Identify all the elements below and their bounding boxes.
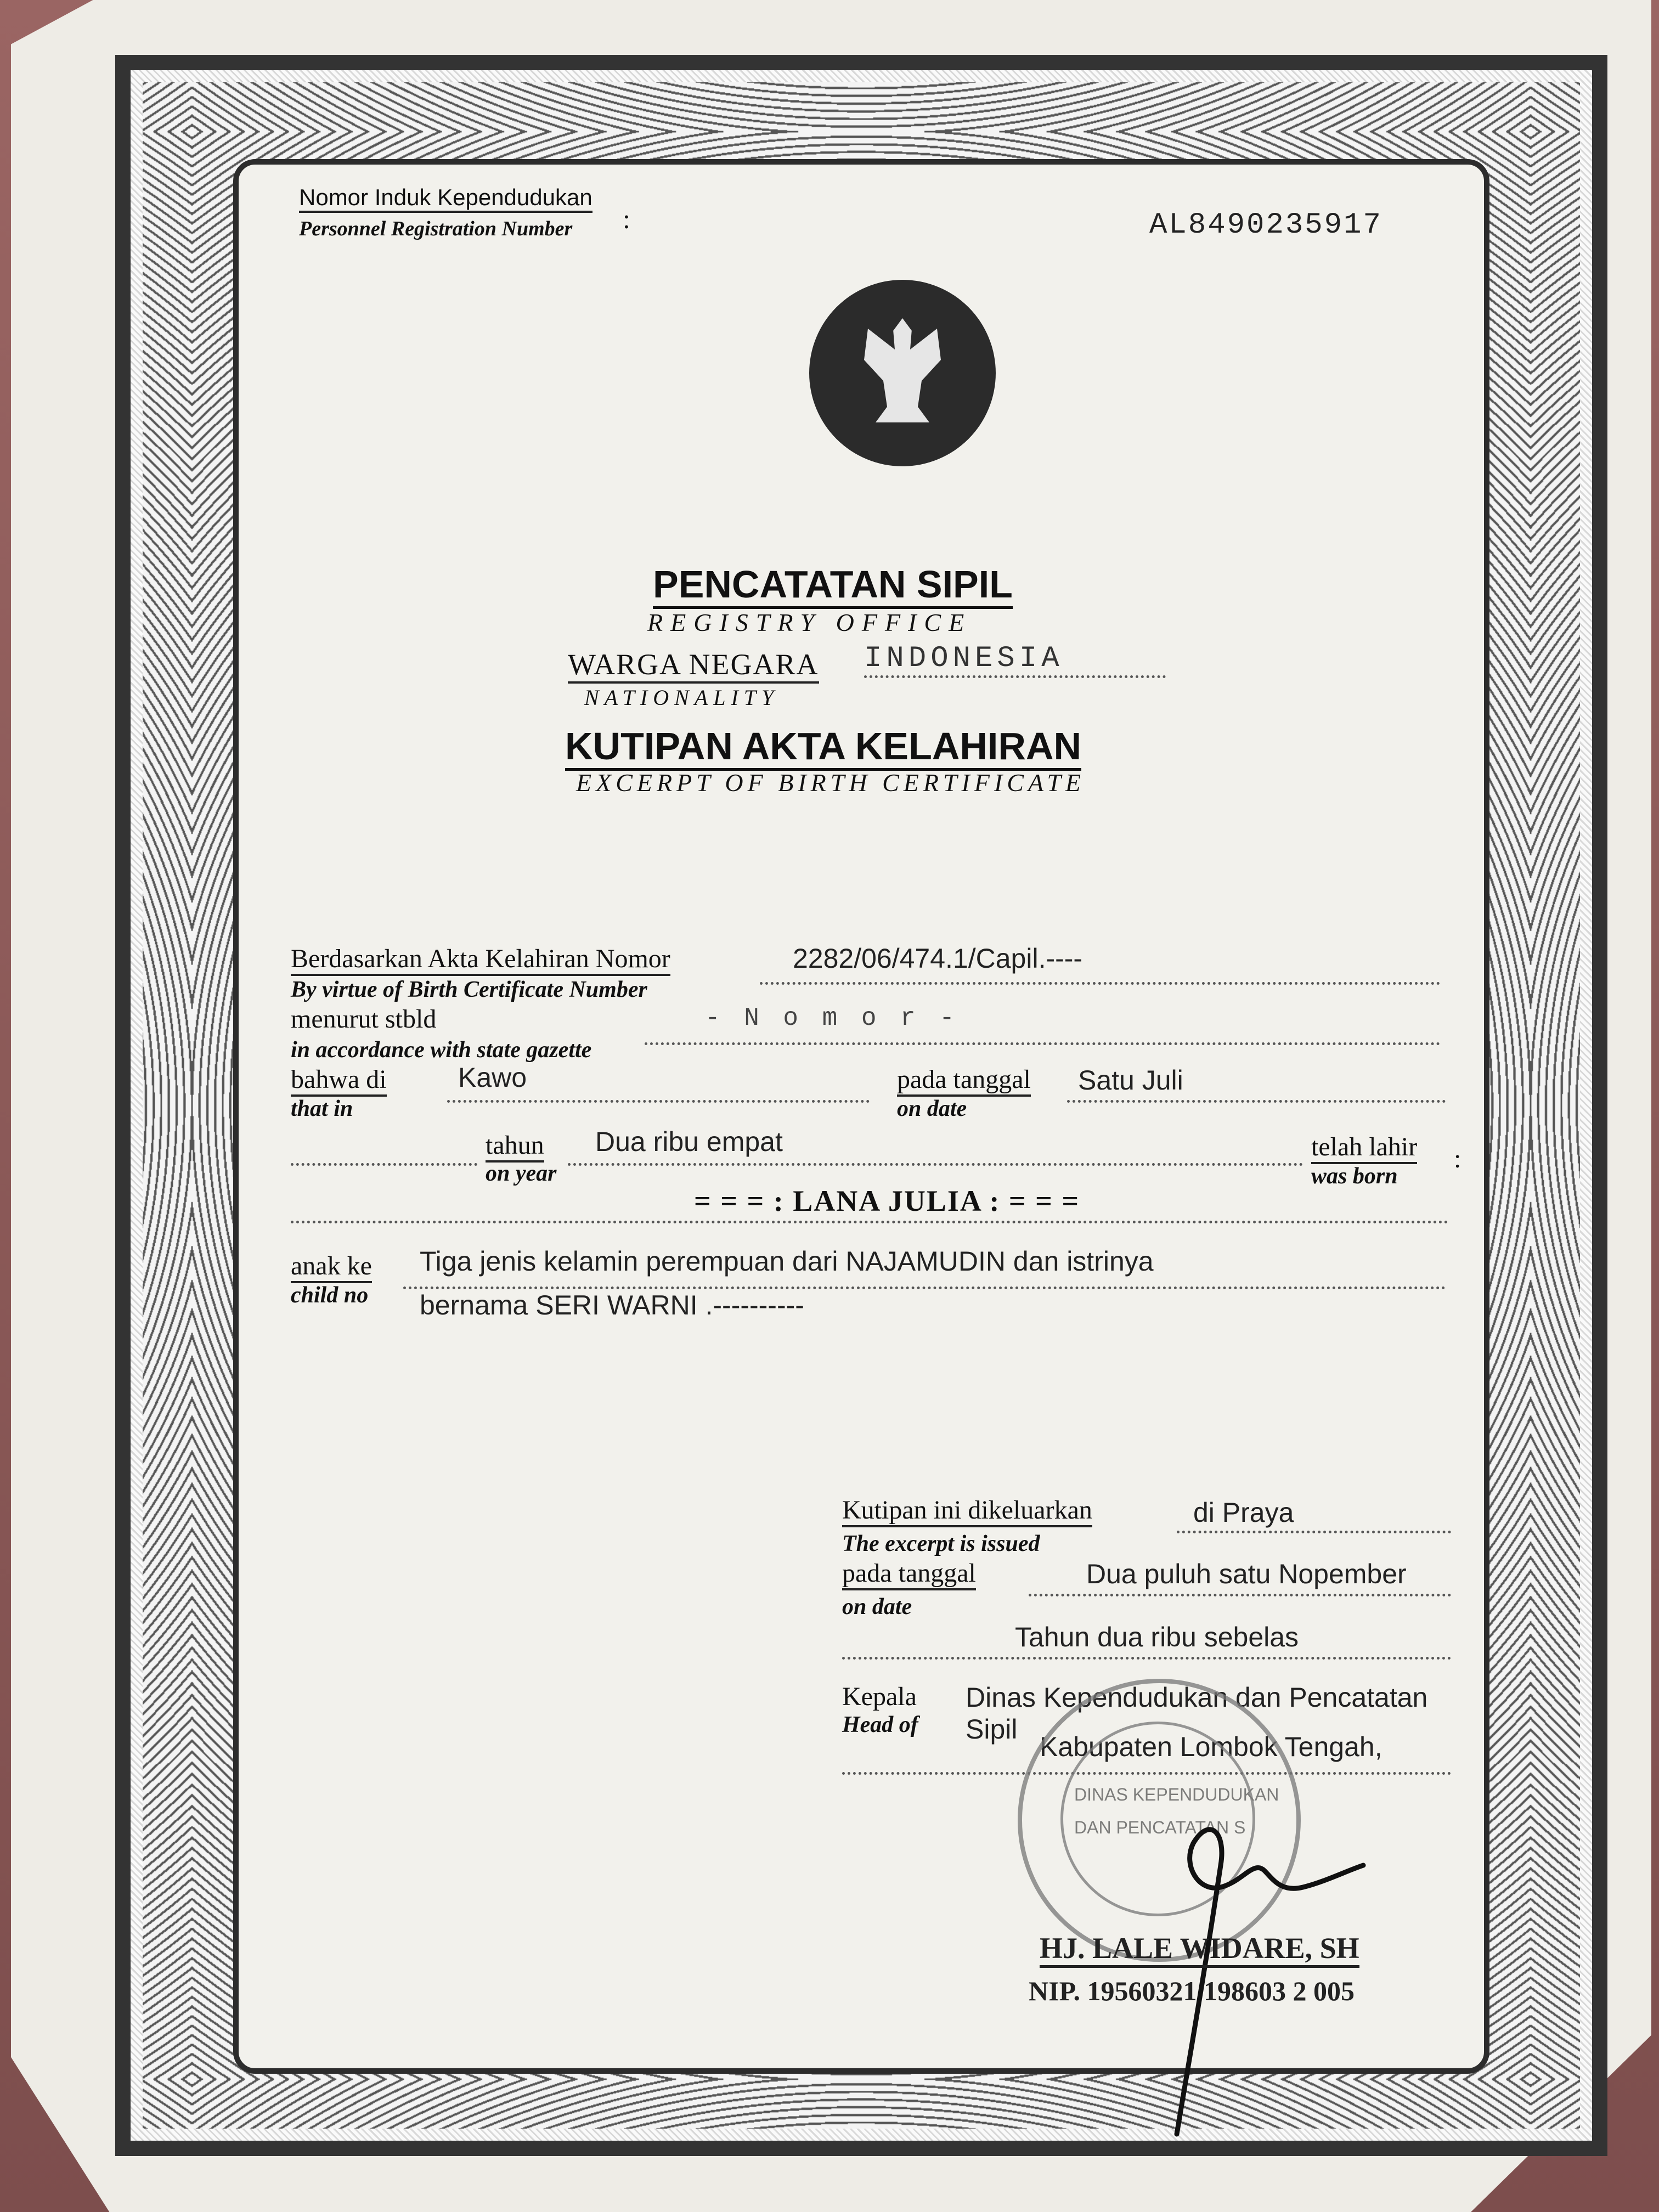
head-of-label: Kepala [842,1682,917,1711]
birth-year-label: tahun [486,1130,544,1163]
birth-date-line [1067,1100,1446,1103]
place-value: Kawo [458,1062,527,1093]
birth-year-line [568,1163,1303,1166]
birth-date-value: Satu Juli [1078,1065,1183,1096]
stamp-text-line1: DINAS KEPENDUDUKAN [1074,1785,1279,1804]
issue-date-value: Dua puluh satu Nopember [1086,1559,1407,1589]
nationality-value: INDONESIA [864,642,1166,678]
issue-date-label: pada tanggal [842,1558,976,1590]
mother-name-value: bernama SERI WARNI .---------- [420,1290,804,1321]
child-no-label-en: child no [291,1283,369,1308]
was-born-label: telah lahir [1311,1132,1417,1164]
official-name: HJ. LALE WIDARE, SH [1040,1931,1359,1968]
document-title-en: EXCERPT OF BIRTH CERTIFICATE [576,769,1086,797]
nationality-label-en: NATIONALITY [584,685,780,710]
head-of-label-en: Head of [842,1712,918,1737]
nik-label-en: Personnel Registration Number [299,217,573,240]
head-of-value: Dinas Kependudukan dan Pencatatan Sipil [966,1682,1428,1745]
child-name-line [291,1221,1448,1223]
cert-number-label-en: By virtue of Birth Certificate Number [291,977,647,1002]
nik-label: Nomor Induk Kependudukan [299,184,592,213]
issue-year-value: Tahun dua ribu sebelas [1015,1622,1299,1652]
stbld-value: - N o m o r - [705,1004,959,1032]
nationality-label: WARGA NEGARA [568,647,819,684]
issue-year-line [842,1657,1451,1660]
office-title: PENCATATAN SIPIL [653,562,1013,609]
nik-colon: : [623,204,630,234]
document-title: KUTIPAN AKTA KELAHIRAN [565,724,1081,771]
stamp-text-line2: DAN PENCATATAN S [1074,1818,1246,1837]
issued-place-value: di Praya [1193,1497,1294,1528]
child-no-value: Tiga jenis kelamin perempuan dari NAJAMUDIN dan istrinya [420,1246,1154,1277]
stbld-line [645,1042,1440,1045]
place-label: bahwa di [291,1064,387,1097]
cert-number-label: Berdasarkan Akta Kelahiran Nomor [291,944,670,976]
issued-place-line [1177,1531,1451,1533]
issue-date-label-en: on date [842,1594,912,1620]
office-title-en: REGISTRY OFFICE [647,608,972,636]
place-label-en: that in [291,1096,353,1121]
nik-value: AL8490235917 [1149,208,1383,242]
year-prefix-line [291,1163,477,1166]
issued-label: Kutipan ini dikeluarkan [842,1495,1092,1527]
place-line [447,1100,870,1103]
child-name-value: = = = : LANA JULIA : = = = [694,1184,1080,1217]
cert-number-line [760,982,1440,985]
stbld-label-en: in accordance with state gazette [291,1037,592,1063]
was-born-colon: : [1454,1144,1462,1173]
birth-date-label: pada tanggal [897,1064,1031,1097]
birth-year-value: Dua ribu empat [595,1126,783,1157]
head-of-value-line2: Kabupaten Lombok Tengah, [1040,1731,1383,1762]
official-nip: NIP. 19560321 198603 2 005 [1029,1976,1355,2006]
certificate-body [239,165,1484,2068]
garuda-emblem-icon [809,280,996,466]
child-no-label: anak ke [291,1251,372,1283]
birth-year-label-en: on year [486,1161,557,1186]
birth-date-label-en: on date [897,1096,967,1121]
issue-date-line [1029,1594,1451,1596]
issued-label-en: The excerpt is issued [842,1531,1040,1556]
stbld-label: menurut stbld [291,1005,437,1034]
was-born-label-en: was born [1311,1164,1398,1189]
cert-number-value: 2282/06/474.1/Capil.---- [793,943,1083,974]
